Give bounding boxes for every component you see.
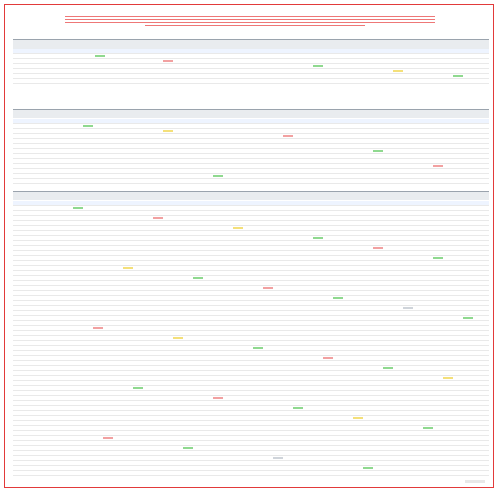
highlight-cell (313, 65, 323, 67)
highlight-cell (103, 437, 113, 439)
highlight-cell (253, 347, 263, 349)
highlight-cell (133, 387, 143, 389)
highlight-cell (173, 337, 183, 339)
report-header (5, 7, 493, 37)
highlight-cell (213, 175, 223, 177)
highlight-cell (283, 135, 293, 137)
highlight-cell (95, 55, 105, 57)
highlight-cell (153, 217, 163, 219)
highlight-cell (213, 397, 223, 399)
table-row (13, 471, 489, 476)
highlight-cell (293, 407, 303, 409)
notes-line-3 (65, 22, 435, 23)
highlight-cell (313, 237, 323, 239)
table-row (13, 179, 489, 184)
highlight-cell (383, 367, 393, 369)
highlight-cell (263, 287, 273, 289)
highlight-cell (333, 297, 343, 299)
highlight-cell (163, 130, 173, 132)
notes-line-4 (145, 25, 365, 26)
highlight-cell (323, 357, 333, 359)
highlight-cell (403, 307, 413, 309)
department-header (13, 109, 489, 118)
highlight-cell (73, 207, 83, 209)
report-frame (4, 4, 494, 488)
highlight-cell (273, 457, 283, 459)
highlight-cell (123, 267, 133, 269)
highlight-cell (83, 125, 93, 127)
highlight-cell (423, 427, 433, 429)
notes-line-2 (65, 19, 435, 20)
highlight-cell (93, 327, 103, 329)
highlight-cell (163, 60, 173, 62)
summary-header (13, 39, 489, 49)
highlight-cell (463, 317, 473, 319)
highlight-cell (453, 75, 463, 77)
highlight-cell (363, 467, 373, 469)
highlight-cell (353, 417, 363, 419)
highlight-cell (183, 447, 193, 449)
watermark (465, 480, 485, 483)
highlight-cell (373, 247, 383, 249)
highlight-cell (233, 227, 243, 229)
notes-line-1 (65, 16, 435, 17)
store-header (13, 191, 489, 200)
highlight-cell (433, 165, 443, 167)
highlight-cell (193, 277, 203, 279)
table-row (13, 79, 489, 84)
highlight-cell (433, 257, 443, 259)
highlight-cell (373, 150, 383, 152)
highlight-cell (393, 70, 403, 72)
highlight-cell (443, 377, 453, 379)
